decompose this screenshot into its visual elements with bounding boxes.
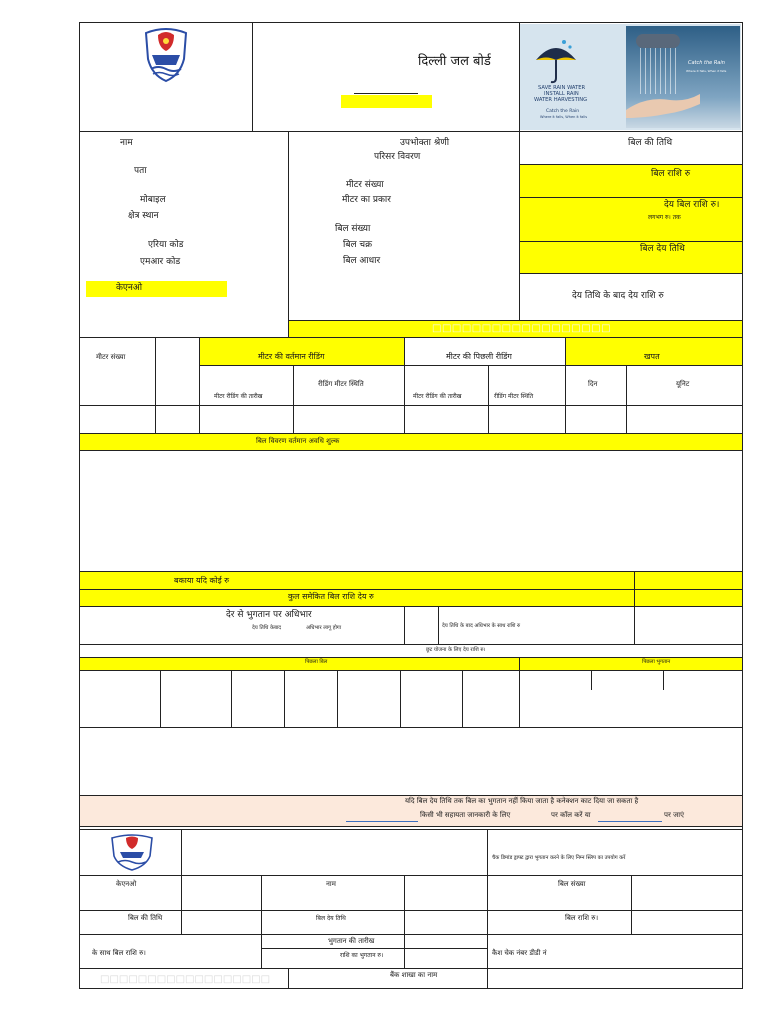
units-label: यूनिट	[676, 380, 690, 388]
rebate-label: छूट योजना के लिए देय राशि रु।	[426, 647, 486, 653]
rule	[462, 670, 463, 727]
rule	[519, 131, 520, 320]
zone-place-label: क्षेत्र स्थान	[128, 211, 159, 221]
after-due-label: देय तिथि के बाद देय राशि रु	[572, 291, 664, 301]
current-reading-date: मीटर रीडिंग की तारीख	[214, 393, 263, 400]
rule	[155, 337, 156, 434]
banner-slogan-1: SAVE RAIN WATER	[538, 85, 586, 91]
rule	[79, 405, 743, 406]
banner-logo-sub: Where it falls, When it falls	[540, 115, 588, 119]
rule	[261, 948, 487, 949]
late-fee-title: देर से भुगतान पर अधिभार	[226, 610, 312, 620]
banner-slogan-3: WATER HARVESTING	[534, 97, 588, 103]
bill-amount-label: बिल राशि रु	[651, 169, 691, 179]
rule	[181, 829, 182, 875]
rule	[79, 450, 743, 451]
bill-cycle-label: बिल चक्र	[343, 240, 373, 250]
area-code-label: एरिया कोड	[148, 240, 184, 250]
rule	[488, 366, 489, 434]
rule	[663, 670, 664, 690]
rule	[631, 875, 632, 934]
arrears-label: बकाया यदि कोई रु	[174, 576, 230, 585]
rule	[598, 821, 662, 822]
rule	[199, 365, 743, 366]
prev-payment-label: पिछला भुगतान	[642, 659, 671, 665]
rule	[79, 968, 743, 969]
rule	[404, 606, 405, 644]
rule	[261, 875, 262, 968]
rule	[79, 795, 743, 796]
receipt-bill-amount-label: बिल राशि रु।	[565, 914, 599, 922]
consumption-title: खपत	[644, 352, 660, 361]
receipt-bank-branch-label: बैंक शाखा का नाम	[390, 971, 438, 979]
rule	[565, 337, 566, 434]
current-reading-title: मीटर की वर्तमान रीडिंग	[258, 352, 325, 361]
rule	[591, 670, 592, 690]
djb-emblem-small-icon	[106, 832, 158, 872]
category-label: उपभोक्ता श्रेणी	[400, 138, 450, 148]
rule	[626, 366, 627, 434]
bill-no-label: बिल संख्या	[335, 224, 371, 234]
rain-photo	[626, 26, 740, 128]
receipt-bill-no-label: बिल संख्या	[558, 880, 586, 888]
payable-label: देय बिल राशि रु।	[664, 200, 720, 210]
cheque-note: चैक डिमांड ड्राफ्ट द्वारा भुगतान करने के लिए निम्न स्लिप का उपयोग करें	[492, 855, 626, 861]
rain-drops	[640, 48, 680, 94]
name-label: नाम	[120, 138, 133, 148]
late-fee-sub2: अधिभार लागू होगा	[306, 625, 342, 631]
rule	[79, 875, 743, 876]
rule	[79, 829, 743, 830]
bill-date-label: बिल की तिथि	[628, 138, 673, 148]
rule	[438, 606, 439, 644]
hand-icon	[626, 90, 702, 120]
receipt-with-amount-label: के साथ बिल राशि रु।	[92, 949, 146, 957]
previous-reading-date: मीटर रीडिंग की तारीख	[413, 393, 462, 400]
visit-text: पर जाएं	[664, 811, 684, 819]
bill-form-frame	[79, 22, 743, 989]
rule	[79, 337, 743, 338]
receipt-amount-paid-label: राशि का भुगतान रु।	[340, 952, 384, 959]
charges-title: बिल विवरण वर्तमान अवधि शुल्क	[256, 437, 340, 445]
rule	[79, 727, 743, 728]
receipt-kno-label: केएनओ	[116, 880, 137, 888]
rule	[181, 875, 182, 934]
receipt-cash-cheque-label: कैश चेक नंबर डीडी नं	[492, 949, 547, 957]
premises-label: परिसर विवरण	[374, 152, 421, 162]
current-reading-status: रीडिंग मीटर स्थिति	[318, 380, 364, 388]
rule	[404, 337, 405, 434]
address-label: पता	[134, 166, 147, 176]
receipt-payment-date-label: भुगतान की तारीख	[328, 937, 375, 945]
rule	[79, 589, 743, 590]
catch-the-rain-text: Catch the Rain	[688, 60, 725, 66]
rule	[337, 670, 338, 727]
rule	[79, 826, 743, 827]
readings-meter-no: मीटर संख्या	[96, 353, 126, 361]
due-date-label: बिल देय तिथि	[640, 244, 685, 254]
mobile-label: मोबाइल	[140, 195, 166, 205]
total-label: कुल समेकित बिल राशि देय रु	[288, 592, 374, 601]
rule	[79, 657, 743, 658]
placeholder-box-text: □□□□□□□□□□□□□□□□□□	[432, 323, 612, 334]
rule	[288, 320, 743, 321]
rule	[79, 571, 743, 572]
prev-bills-label: पिछला बिल	[305, 659, 328, 665]
rule	[519, 164, 743, 165]
rule	[404, 875, 405, 968]
approx-label: लगभग रु। तक	[648, 214, 681, 221]
receipt-footer-box: □□□□□□□□□□□□□□□□□□	[100, 974, 271, 985]
rule	[231, 670, 232, 727]
org-name: दिल्ली जल बोर्ड	[418, 54, 491, 69]
previous-reading-status: रीडिंग मीटर स्थिति	[494, 393, 534, 400]
kno-label: केएनओ	[116, 283, 143, 293]
rain-banner	[520, 24, 741, 130]
rule	[288, 131, 289, 338]
rule	[79, 644, 743, 645]
meter-type-label: मीटर का प्रकार	[342, 195, 391, 205]
umbrella-icon	[534, 38, 578, 84]
rule	[199, 337, 200, 434]
rule	[293, 366, 294, 434]
rule	[354, 93, 418, 94]
catch-the-rain-sub: Where it falls, When it falls	[686, 69, 727, 73]
previous-reading-title: मीटर की पिछली रीडिंग	[446, 352, 512, 361]
late-fee-sub1: देय तिथि केबाद	[252, 625, 282, 631]
rule	[284, 670, 285, 727]
cloud-icon	[636, 34, 680, 48]
rule	[400, 670, 401, 727]
mr-code-label: एमआर कोड	[140, 257, 181, 267]
call-text: पर कॉल करें या	[551, 811, 591, 819]
receipt-name-label: नाम	[326, 880, 336, 888]
rule	[487, 829, 488, 989]
rule	[288, 968, 289, 989]
days-label: दिन	[588, 380, 598, 388]
rule	[79, 934, 743, 935]
rule	[252, 22, 253, 131]
rule	[519, 197, 743, 198]
rule	[519, 273, 743, 274]
banner-logo-text: Catch the Rain	[546, 109, 580, 114]
rule	[160, 670, 161, 727]
rule	[79, 606, 743, 607]
djb-emblem-icon	[140, 25, 192, 85]
receipt-due-date-label: बिल देय तिथि	[316, 915, 346, 922]
help-text: किसी भी सहायता जानकारी के लिए	[420, 811, 511, 819]
rule	[634, 571, 635, 644]
rule	[519, 657, 520, 727]
rule	[79, 433, 743, 434]
meter-no-label: मीटर संख्या	[346, 180, 384, 190]
bill-basis-label: बिल आधार	[343, 256, 381, 266]
rule	[346, 821, 418, 822]
receipt-bill-date-label: बिल की तिथि	[128, 914, 163, 922]
rule	[79, 670, 743, 671]
disconnection-notice: यदि बिल देय तिथि तक बिल का भुगतान नहीं किया जाता है कनेक्शन काट दिया जा सकता है	[405, 797, 639, 805]
rule	[519, 241, 743, 242]
rule	[79, 910, 743, 911]
after-due-surcharge-label: देय तिथि के बाद अधिभार के साथ राशि रु	[442, 623, 521, 629]
banner-slogan-2: INSTALL RAIN	[544, 91, 579, 97]
rule	[79, 131, 743, 132]
